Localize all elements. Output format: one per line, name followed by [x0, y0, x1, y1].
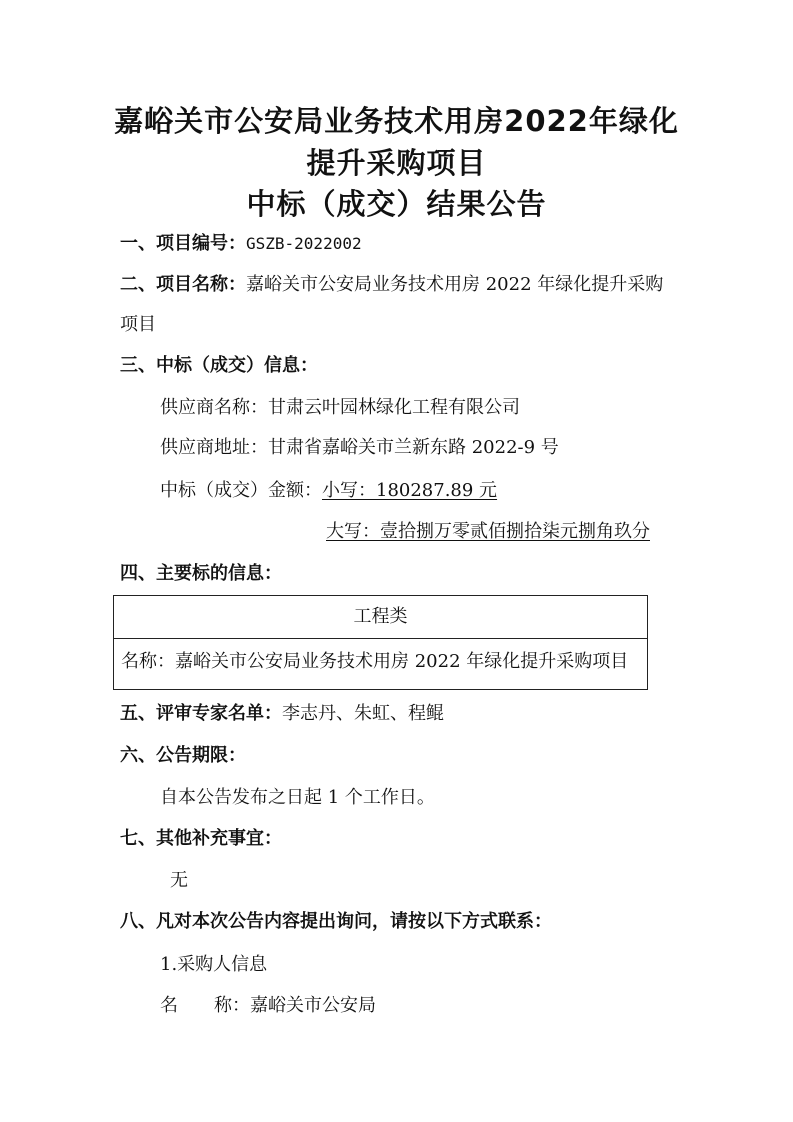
award-amount-label: 中标（成交）金额： — [160, 480, 322, 501]
section-7-label: 七、其他补充事宜： — [120, 828, 282, 849]
project-name-continued: 项目 — [120, 314, 156, 335]
table-row: 名称：嘉峪关市公安局业务技术用房 2022 年绿化提升采购项目 — [121, 651, 629, 672]
purchaser-name-value: 嘉峪关市公安局 — [250, 995, 376, 1016]
award-amount-row — [160, 479, 497, 503]
title-line-1: 嘉峪关市公安局业务技术用房2022年绿化 — [114, 104, 679, 138]
purchaser-name-row — [160, 994, 376, 1018]
section-8-label: 八、凡对本次公告内容提出询问，请按以下方式联系： — [120, 911, 552, 932]
main-subject-table — [113, 595, 648, 690]
section-6-label: 六、公告期限： — [120, 745, 246, 766]
title-line-2: 提升采购项目 — [306, 146, 487, 180]
other-value: 无 — [170, 870, 188, 891]
purchaser-heading: 1.采购人信息 — [160, 954, 268, 975]
period-value: 自本公告发布之日起 1 个工作日。 — [160, 787, 435, 808]
title-line-3: 中标（成交）结果公告 — [246, 187, 547, 221]
purchaser-name-label: 名 称： — [160, 995, 250, 1016]
project-number-value: GSZB-2022002 — [246, 234, 362, 253]
experts-row — [120, 702, 444, 726]
section-3-label: 三、中标（成交）信息： — [120, 355, 318, 376]
award-amount-lowercase: 小写：180287.89 元 — [322, 480, 498, 501]
supplier-name: 供应商名称：甘肃云叶园林绿化工程有限公司 — [160, 397, 520, 418]
section-1-label: 一、项目编号： — [120, 233, 246, 254]
experts-value: 李志丹、朱虹、程鲲 — [282, 703, 444, 724]
table-header-cell: 工程类 — [114, 596, 647, 639]
project-number-row — [120, 232, 362, 256]
section-5-label: 五、评审专家名单： — [120, 703, 282, 724]
section-4-label: 四、主要标的信息： — [120, 563, 282, 584]
project-name-row — [120, 273, 663, 297]
supplier-address: 供应商地址：甘肃省嘉峪关市兰新东路 2022-9 号 — [160, 437, 559, 458]
award-amount-uppercase: 大写：壹拾捌万零贰佰捌拾柒元捌角玖分 — [326, 521, 650, 542]
section-2-label: 二、项目名称： — [120, 274, 246, 295]
project-name-value: 嘉峪关市公安局业务技术用房 2022 年绿化提升采购 — [246, 274, 664, 295]
